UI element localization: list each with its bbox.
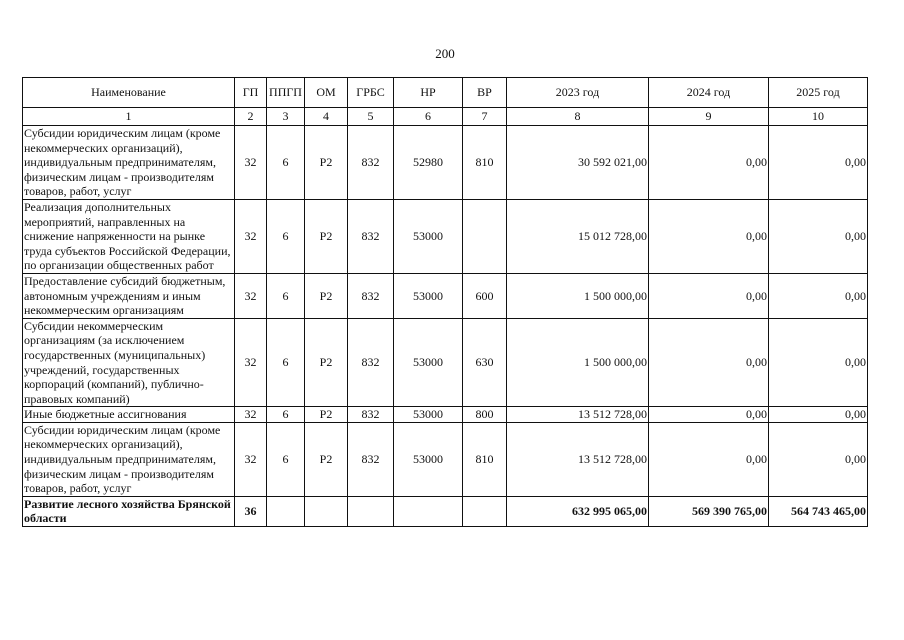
row-nr: 53000 — [394, 422, 463, 496]
row-gp: 32 — [235, 422, 267, 496]
row-ppgp: 6 — [267, 422, 305, 496]
row-amount-2024: 0,00 — [649, 407, 769, 423]
row-amount-2023: 13 512 728,00 — [507, 407, 649, 423]
row-name: Субсидии юридическим лицам (кроме некоммерческих организаций), индивидуальным предпринимателям, физическим лицам - производителям товаров, работ, услуг — [23, 126, 235, 200]
column-number: 8 — [507, 108, 649, 126]
row-amount-2024: 0,00 — [649, 318, 769, 407]
header-row — [23, 78, 868, 108]
row-amount-2025: 0,00 — [769, 199, 868, 273]
table-row — [23, 273, 868, 318]
row-gp: 32 — [235, 318, 267, 407]
table-row — [23, 407, 868, 423]
total-nr — [394, 496, 463, 526]
row-grbs: 832 — [348, 273, 394, 318]
column-header-vr: ВР — [463, 78, 507, 108]
total-row — [23, 496, 868, 526]
table-row — [23, 126, 868, 200]
total-amount-2024: 569 390 765,00 — [649, 496, 769, 526]
total-amount-2023: 632 995 065,00 — [507, 496, 649, 526]
row-amount-2025: 0,00 — [769, 422, 868, 496]
row-amount-2023: 30 592 021,00 — [507, 126, 649, 200]
total-vr — [463, 496, 507, 526]
row-om: Р2 — [305, 407, 348, 423]
row-amount-2024: 0,00 — [649, 199, 769, 273]
row-om: Р2 — [305, 318, 348, 407]
total-grbs — [348, 496, 394, 526]
total-amount-2025: 564 743 465,00 — [769, 496, 868, 526]
column-header-2024: 2024 год — [649, 78, 769, 108]
row-amount-2023: 15 012 728,00 — [507, 199, 649, 273]
row-amount-2025: 0,00 — [769, 318, 868, 407]
column-number: 10 — [769, 108, 868, 126]
column-header-2025: 2025 год — [769, 78, 868, 108]
column-number: 6 — [394, 108, 463, 126]
row-grbs: 832 — [348, 407, 394, 423]
column-header-nr: НР — [394, 78, 463, 108]
row-ppgp: 6 — [267, 126, 305, 200]
row-om: Р2 — [305, 199, 348, 273]
column-number-row — [23, 108, 868, 126]
row-name: Предоставление субсидий бюджетным, автономным учреждениям и иным некоммерческим организациям — [23, 273, 235, 318]
column-number: 4 — [305, 108, 348, 126]
column-header-gp: ГП — [235, 78, 267, 108]
column-number: 2 — [235, 108, 267, 126]
row-amount-2023: 13 512 728,00 — [507, 422, 649, 496]
row-name: Субсидии юридическим лицам (кроме некоммерческих организаций), индивидуальным предпринимателям, физическим лицам - производителям товаров, работ, услуг — [23, 422, 235, 496]
row-ppgp: 6 — [267, 407, 305, 423]
total-name: Развитие лесного хозяйства Брянской области — [23, 496, 235, 526]
row-vr — [463, 199, 507, 273]
column-header-ppgp: ППГП — [267, 78, 305, 108]
row-vr: 630 — [463, 318, 507, 407]
row-gp: 32 — [235, 407, 267, 423]
row-name: Субсидии некоммерческим организациям (за исключением государственных (муниципальных) учреждений, государственных корпораций (компаний), публично-правовых компаний) — [23, 318, 235, 407]
row-grbs: 832 — [348, 199, 394, 273]
row-gp: 32 — [235, 126, 267, 200]
column-number: 9 — [649, 108, 769, 126]
row-om: Р2 — [305, 126, 348, 200]
row-om: Р2 — [305, 273, 348, 318]
row-ppgp: 6 — [267, 199, 305, 273]
row-ppgp: 6 — [267, 318, 305, 407]
row-nr: 53000 — [394, 318, 463, 407]
row-gp: 32 — [235, 199, 267, 273]
row-amount-2025: 0,00 — [769, 407, 868, 423]
row-grbs: 832 — [348, 126, 394, 200]
column-number: 3 — [267, 108, 305, 126]
page-number: 200 — [435, 46, 455, 61]
row-vr: 810 — [463, 422, 507, 496]
row-amount-2024: 0,00 — [649, 273, 769, 318]
column-header-om: ОМ — [305, 78, 348, 108]
row-gp: 32 — [235, 273, 267, 318]
table-row — [23, 199, 868, 273]
total-ppgp — [267, 496, 305, 526]
budget-table — [22, 77, 868, 527]
row-ppgp: 6 — [267, 273, 305, 318]
total-gp: 36 — [235, 496, 267, 526]
row-nr: 53000 — [394, 273, 463, 318]
table-row — [23, 318, 868, 407]
row-amount-2024: 0,00 — [649, 422, 769, 496]
row-amount-2025: 0,00 — [769, 273, 868, 318]
row-name: Иные бюджетные ассигнования — [23, 407, 235, 423]
column-header-2023: 2023 год — [507, 78, 649, 108]
row-vr: 810 — [463, 126, 507, 200]
row-vr: 600 — [463, 273, 507, 318]
table-row — [23, 422, 868, 496]
row-vr: 800 — [463, 407, 507, 423]
row-amount-2023: 1 500 000,00 — [507, 318, 649, 407]
row-nr: 53000 — [394, 199, 463, 273]
row-om: Р2 — [305, 422, 348, 496]
row-grbs: 832 — [348, 422, 394, 496]
column-header-grbs: ГРБС — [348, 78, 394, 108]
row-amount-2023: 1 500 000,00 — [507, 273, 649, 318]
row-nr: 52980 — [394, 126, 463, 200]
row-nr: 53000 — [394, 407, 463, 423]
column-header-name: Наименование — [23, 78, 235, 108]
total-om — [305, 496, 348, 526]
column-number: 7 — [463, 108, 507, 126]
row-grbs: 832 — [348, 318, 394, 407]
row-amount-2025: 0,00 — [769, 126, 868, 200]
row-name: Реализация дополнительных мероприятий, направленных на снижение напряженности на рынке труда субъектов Российской Федерации, по организации общественных работ — [23, 199, 235, 273]
row-amount-2024: 0,00 — [649, 126, 769, 200]
column-number: 5 — [348, 108, 394, 126]
column-number: 1 — [23, 108, 235, 126]
